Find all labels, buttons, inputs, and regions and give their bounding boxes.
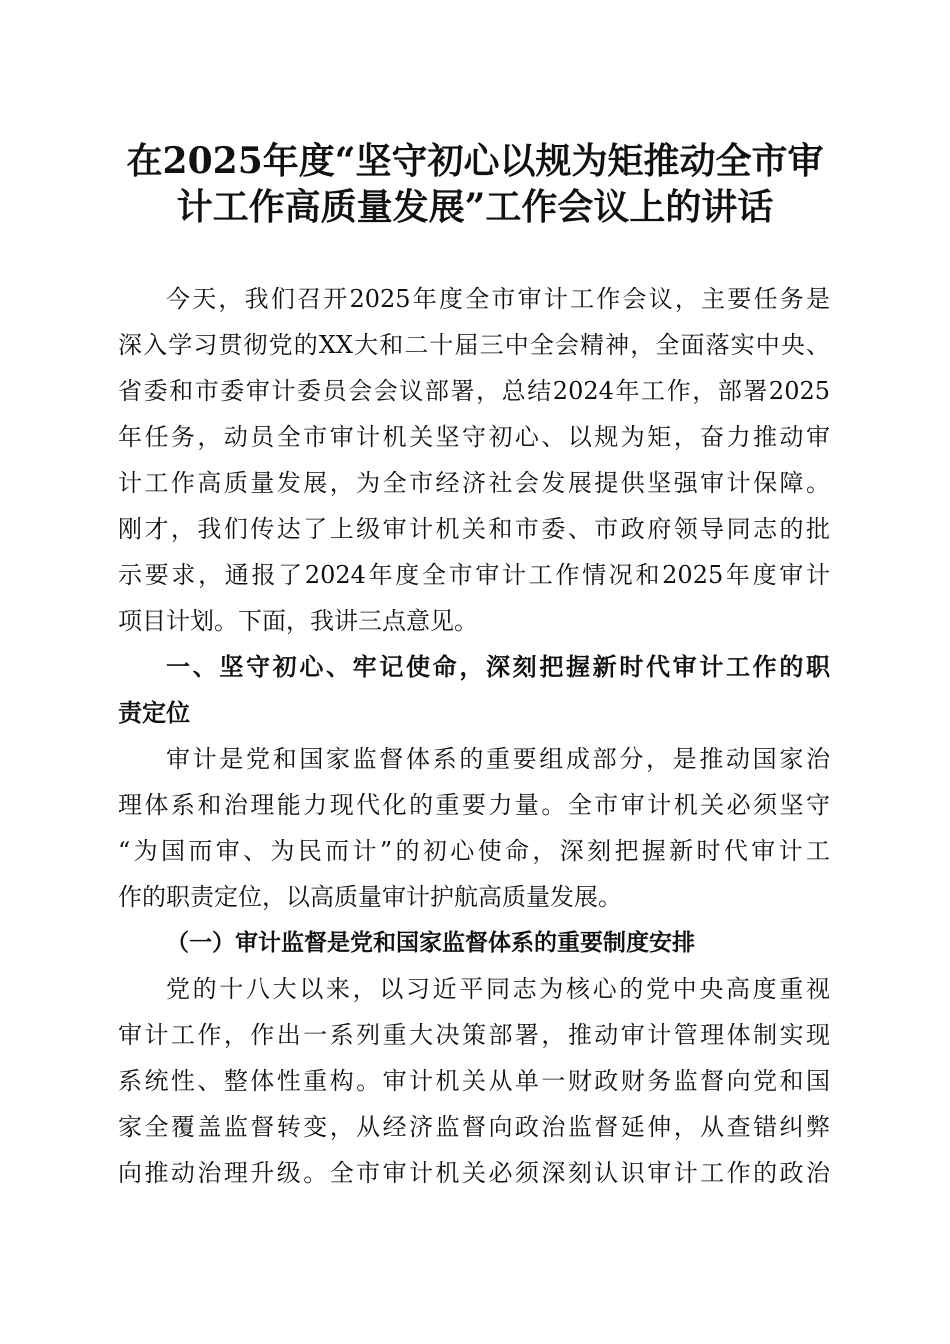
document-body: [118, 276, 830, 1196]
heading-line: 一、坚守初心、牢记使命，深刻把握新时代审计工作的职: [166, 653, 830, 681]
paragraph-line: 作的职责定位，以高质量审计护航高质量发展。: [118, 883, 622, 911]
paragraph-party-congress: [118, 966, 830, 1196]
paragraph-line: 计工作高质量发展，为全市经济社会发展提供坚强审计保障。: [118, 469, 830, 497]
paragraph-line: 向推动治理升级。全市审计机关必须深刻认识审计工作的政治: [118, 1159, 830, 1187]
paragraph-audit-role: [118, 736, 830, 920]
paragraph-line: 今天，我们召开2025年度全市审计工作会议，主要任务是: [166, 285, 830, 313]
paragraph-line: 审计是党和国家监督体系的重要组成部分，是推动国家治: [166, 745, 830, 773]
paragraph-line: 系统性、整体性重构。审计机关从单一财政财务监督向党和国: [118, 1067, 830, 1095]
paragraph-line: 家全覆盖监督转变，从经济监督向政治监督延伸，从查错纠弊: [118, 1113, 830, 1141]
paragraph-line: 深入学习贯彻党的XX大和二十届三中全会精神，全面落实中央、: [118, 331, 830, 359]
paragraph-line: 示要求，通报了2024年度全市审计工作情况和2025年度审计: [118, 561, 830, 589]
section-heading-1: [118, 644, 830, 736]
paragraph-line: 审计工作，作出一系列重大决策部署，推动审计管理体制实现: [118, 1021, 830, 1049]
paragraph-line: 省委和市委审计委员会会议部署，总结2024年工作，部署2025: [118, 377, 830, 405]
paragraph-line: 项目计划。下面，我讲三点意见。: [118, 607, 478, 635]
heading-line: 责定位: [118, 699, 190, 727]
title-line-2: 计工作高质量发展”工作会议上的讲话: [176, 186, 774, 228]
paragraph-line: 理体系和治理能力现代化的重要力量。全市审计机关必须坚守: [118, 791, 830, 819]
subsection-heading-1: [118, 920, 830, 966]
paragraph-line: “为国而审、为民而计”的初心使命，深刻把握新时代审计工: [118, 837, 830, 865]
title-line-1: 在2025年度“坚守初心以规为矩推动全市审: [126, 140, 824, 182]
document-title: [100, 138, 850, 230]
paragraph-line: 党的十八大以来，以习近平同志为核心的党中央高度重视: [166, 975, 830, 1003]
subheading-line: （一）审计监督是党和国家监督体系的重要制度安排: [166, 929, 695, 956]
paragraph-line: 刚才，我们传达了上级审计机关和市委、市政府领导同志的批: [118, 515, 830, 543]
paragraph-line: 年任务，动员全市审计机关坚守初心、以规为矩，奋力推动审: [118, 423, 830, 451]
paragraph-intro: [118, 276, 830, 644]
